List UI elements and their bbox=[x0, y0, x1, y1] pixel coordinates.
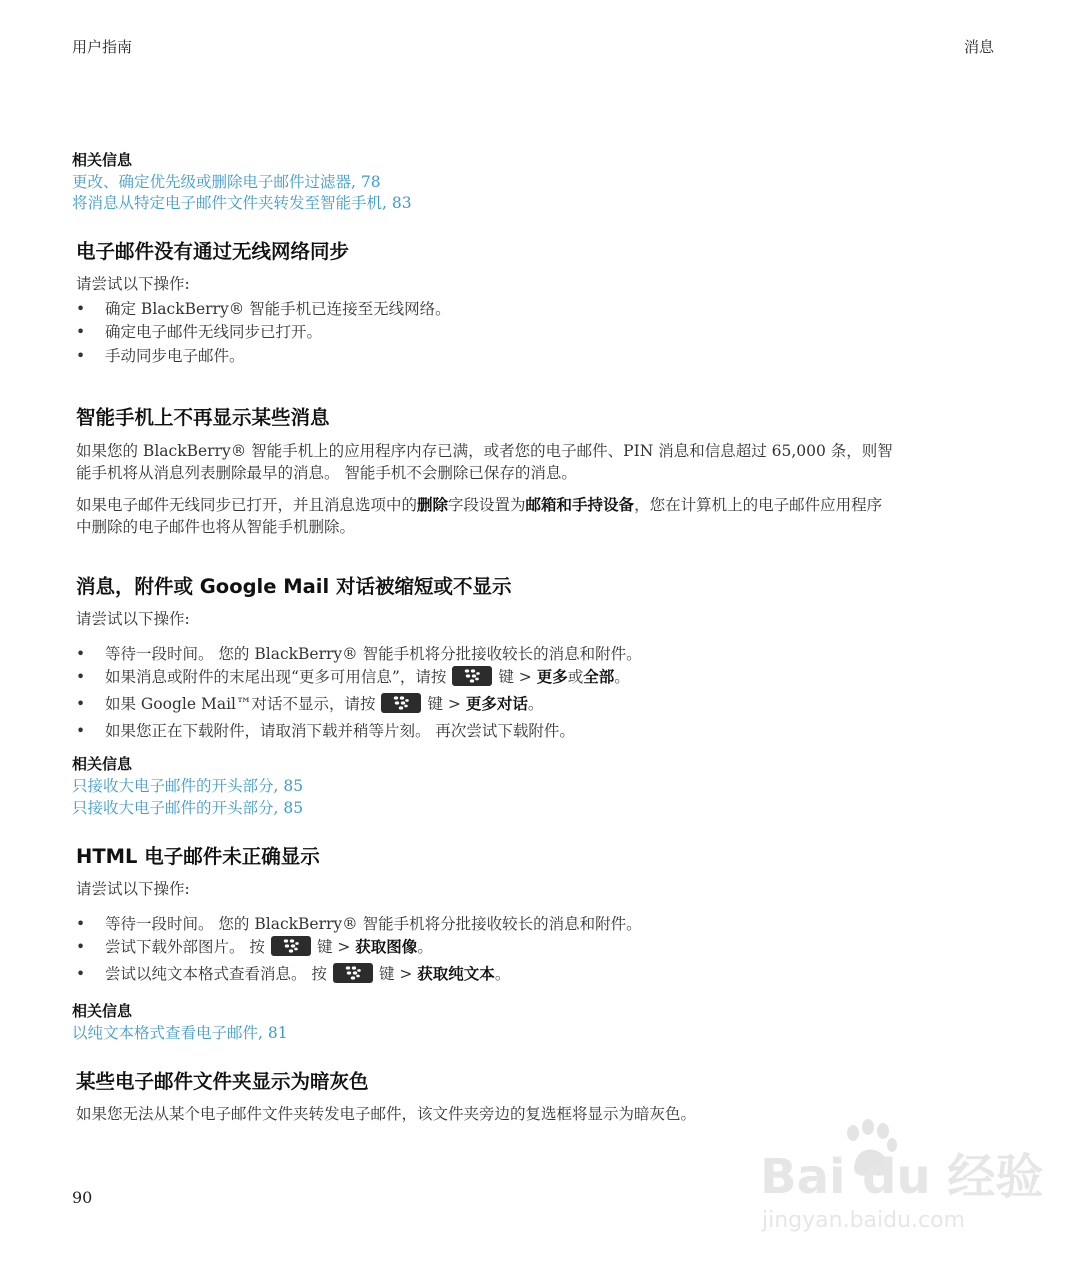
bullet-item: • 确定 BlackBerry® 智能手机已连接至无线网络。 bbox=[76, 300, 451, 318]
bullet-dot: • bbox=[76, 938, 86, 956]
page-number: 90 bbox=[72, 1188, 93, 1207]
blackberry-menu-key-icon bbox=[452, 666, 492, 686]
paragraph: 中删除的电子邮件也将从智能手机删除。 bbox=[76, 518, 356, 536]
bullet-item: • 确定电子邮件无线同步已打开。 bbox=[76, 323, 323, 341]
baidu-jingyan-watermark bbox=[760, 1115, 1044, 1245]
related-link[interactable]: 将消息从特定电子邮件文件夹转发至智能手机, 83 bbox=[72, 194, 412, 212]
related-info-heading: 相关信息 bbox=[72, 1002, 133, 1020]
bullet-item: • 尝试下载外部图片。 按 键 > 获取图像。 bbox=[76, 938, 433, 956]
bullet-item: • 尝试以纯文本格式查看消息。 按 键 > 获取纯文本。 bbox=[76, 965, 511, 983]
section-heading: HTML 电子邮件未正确显示 bbox=[76, 845, 320, 868]
bullet-item: • 手动同步电子邮件。 bbox=[76, 347, 245, 365]
bullet-item: • 如果您正在下载附件，请取消下载并稍等片刻。 再次尝试下载附件。 bbox=[76, 722, 575, 740]
bullet-dot: • bbox=[76, 722, 86, 740]
bold-term: 全部 bbox=[583, 668, 615, 686]
related-info-heading: 相关信息 bbox=[72, 755, 133, 773]
running-header-right: 消息 bbox=[964, 38, 995, 56]
blackberry-menu-key-icon bbox=[381, 693, 421, 713]
related-link[interactable]: 只接收大电子邮件的开头部分, 85 bbox=[72, 799, 304, 817]
bold-term: 获取纯文本 bbox=[417, 965, 495, 983]
paragraph: 如果您无法从某个电子邮件文件夹转发电子邮件，该文件夹旁边的复选框将显示为暗灰色。 bbox=[76, 1105, 697, 1123]
bullet-dot: • bbox=[76, 300, 86, 318]
section-heading: 电子邮件没有通过无线网络同步 bbox=[76, 240, 350, 263]
bullet-dot: • bbox=[76, 695, 86, 713]
section-heading: 某些电子邮件文件夹显示为暗灰色 bbox=[76, 1070, 369, 1093]
blackberry-menu-key-icon bbox=[333, 963, 373, 983]
bold-term: 更多对话 bbox=[465, 695, 528, 713]
bullet-dot: • bbox=[76, 915, 86, 933]
bullet-dot: • bbox=[76, 965, 86, 983]
blackberry-menu-key-icon bbox=[271, 936, 311, 956]
section-intro: 请尝试以下操作: bbox=[76, 610, 190, 628]
paragraph: 如果电子邮件无线同步已打开，并且消息选项中的删除字段设置为邮箱和手持设备，您在计算机上的电子邮件应用程序 bbox=[76, 496, 883, 514]
related-link[interactable]: 更改、确定优先级或删除电子邮件过滤器, 78 bbox=[72, 173, 381, 191]
related-link[interactable]: 只接收大电子邮件的开头部分, 85 bbox=[72, 777, 304, 795]
section-heading: 消息，附件或 Google Mail 对话被缩短或不显示 bbox=[76, 575, 512, 598]
watermark-logo-text: Bai du 经验 bbox=[760, 1149, 1044, 1205]
related-link[interactable]: 以纯文本格式查看电子邮件, 81 bbox=[72, 1024, 288, 1042]
watermark-url-text: jingyan.baidu.com bbox=[762, 1208, 966, 1233]
bullet-item: • 如果 Google Mail™对话不显示，请按 键 > 更多对话。 bbox=[76, 695, 544, 713]
related-info-heading: 相关信息 bbox=[72, 151, 133, 169]
bold-term: 删除 bbox=[417, 496, 449, 514]
bullet-dot: • bbox=[76, 645, 86, 663]
bullet-dot: • bbox=[76, 347, 86, 365]
bullet-item: • 如果消息或附件的末尾出现“更多可用信息”，请按 键 > 更多或全部。 bbox=[76, 668, 630, 686]
bullet-dot: • bbox=[76, 668, 86, 686]
bullet-item: • 等待一段时间。 您的 BlackBerry® 智能手机将分批接收较长的消息和附件。 bbox=[76, 645, 642, 663]
bold-term: 获取图像 bbox=[355, 938, 418, 956]
bullet-item: • 等待一段时间。 您的 BlackBerry® 智能手机将分批接收较长的消息和附件。 bbox=[76, 915, 642, 933]
bold-term: 更多 bbox=[536, 668, 568, 686]
paragraph: 能手机将从消息列表删除最早的消息。 智能手机不会删除已保存的消息。 bbox=[76, 464, 577, 482]
section-intro: 请尝试以下操作: bbox=[76, 275, 190, 293]
section-intro: 请尝试以下操作: bbox=[76, 880, 190, 898]
bold-term: 邮箱和手持设备 bbox=[525, 496, 635, 514]
bullet-dot: • bbox=[76, 323, 86, 341]
running-header-left: 用户指南 bbox=[72, 38, 133, 56]
section-heading: 智能手机上不再显示某些消息 bbox=[76, 406, 330, 429]
paragraph: 如果您的 BlackBerry® 智能手机上的应用程序内存已满，或者您的电子邮件、PIN 消息和信息超过 65,000 条，则智 bbox=[76, 442, 893, 460]
